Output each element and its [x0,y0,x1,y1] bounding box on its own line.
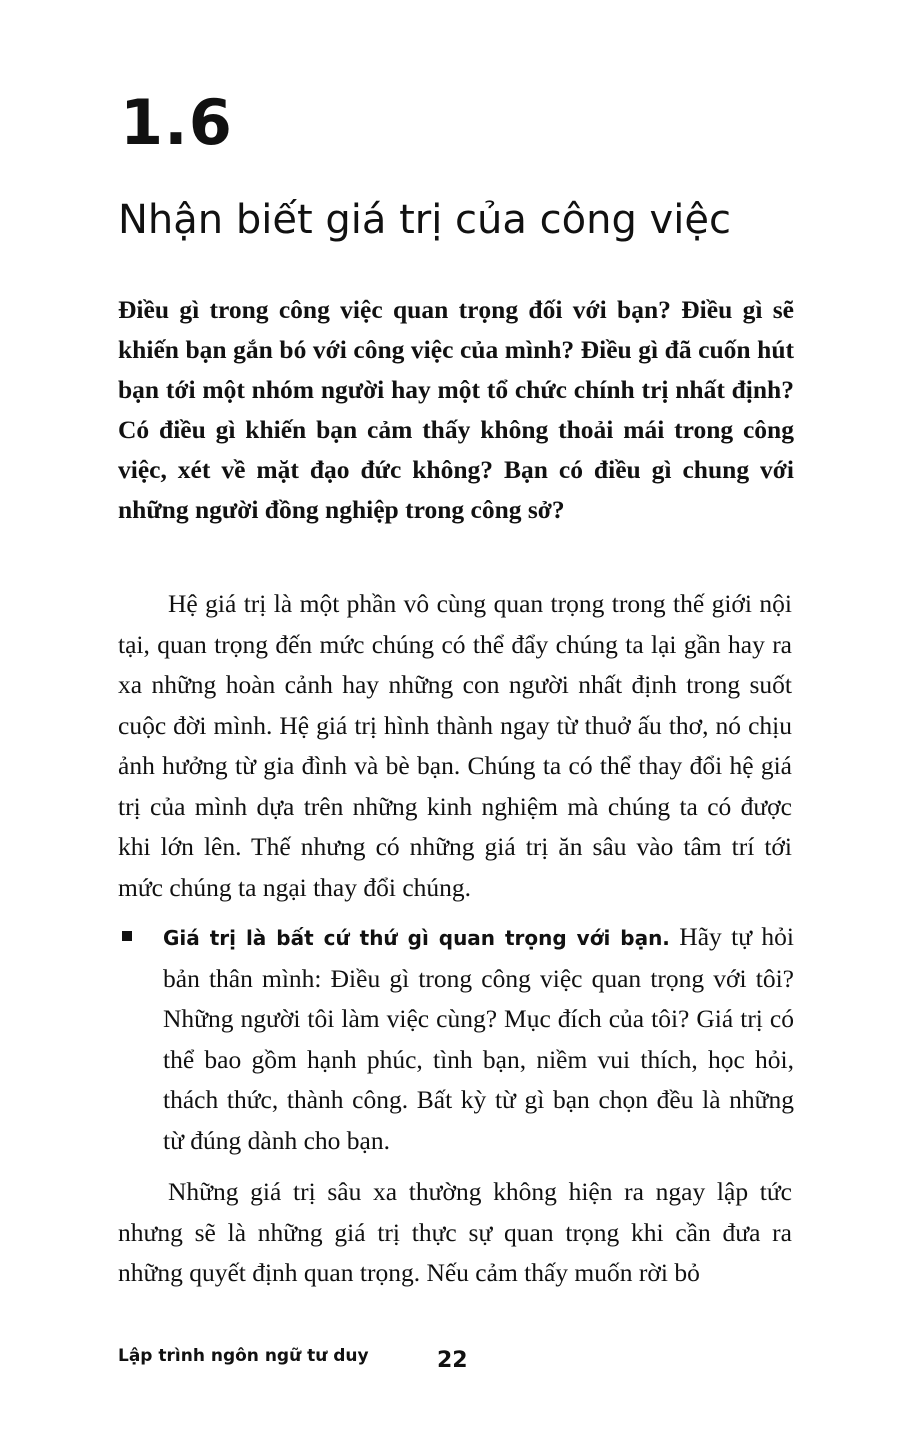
bullet-text [163,917,794,1161]
bullet-body: Hãy tự hỏi bản thân mình: Điều gì trong công việc quan trọng với tôi? Những người tôi làm việc cùng? Mục đích của tôi? Giá trị có thể bao gồm hạnh phúc, tình bạn, niềm vui thích, học hỏi, thách thức, thành công. Bất kỳ từ gì bạn chọn đều là những từ đúng dành cho bạn. [163,922,794,1155]
section-title: Nhận biết giá trị của công việc [118,197,731,243]
square-bullet-icon [122,931,132,941]
page-number: 22 [437,1348,468,1373]
body-paragraph-2: Những giá trị sâu xa thường không hiện ra ngay lập tức nhưng sẽ là những giá trị thực sự quan trọng khi cần đưa ra những quyết định quan trọng. Nếu cảm thấy muốn rời bỏ [118,1177,792,1287]
bullet-item [118,917,794,1161]
running-footer-title: Lập trình ngôn ngữ tư duy [118,1346,369,1366]
bullet-lead: Giá trị là bất cứ thứ gì quan trọng với bạn. [163,926,670,950]
section-number: 1.6 [120,86,233,159]
intro-paragraph: Điều gì trong công việc quan trọng đối với bạn? Điều gì sẽ khiến bạn gắn bó với công việc của mình? Điều gì đã cuốn hút bạn tới một nhóm người hay một tổ chức chính trị nhất định? Có điều gì khiến bạn cảm thấy không thoải mái trong công việc, xét về mặt đạo đức không? Bạn có điều gì chung với những người đồng nghiệp trong công sở? [118,295,794,524]
body-paragraph-1: Hệ giá trị là một phần vô cùng quan trọng trong thế giới nội tại, quan trọng đến mức chúng có thể đẩy chúng ta lại gần hay ra xa những hoàn cảnh hay những con người nhất định trong suốt cuộc đời mình. Hệ giá trị hình thành ngay từ thuở ấu thơ, nó chịu ảnh hưởng từ gia đình và bè bạn. Chúng ta có thể thay đổi hệ giá trị của mình dựa trên những kinh nghiệm mà chúng ta có được khi lớn lên. Thế nhưng có những giá trị ăn sâu vào tâm trí tới mức chúng ta ngại thay đổi chúng. [118,589,792,902]
